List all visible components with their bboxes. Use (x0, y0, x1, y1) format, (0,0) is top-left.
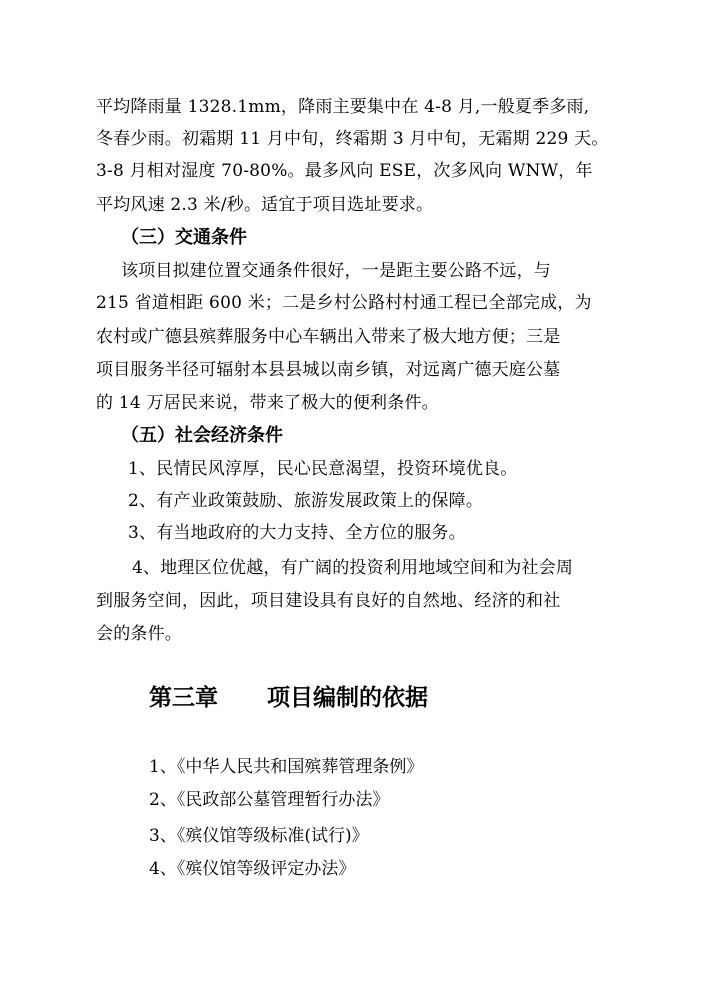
climate-line-3: 3-8 月相对湿度 70-80%。最多风向 ESE，次多风向 WNW，年 (96, 161, 593, 181)
traffic-line-2: 215 省道相距 600 米；二是乡村公路村村通工程已全部完成，为 (96, 293, 592, 313)
socio-item-4-cont-1: 到服务空间，因此，项目建设具有良好的自然地、经济的和社 (96, 591, 561, 611)
socio-item-1: 1、民情民风淳厚，民心民意渴望，投资环境优良。 (128, 459, 518, 479)
socio-item-2: 2、有产业政策鼓励、旅游发展政策上的保障。 (128, 491, 484, 511)
traffic-line-5: 的 14 万居民来说，带来了极大的便利条件。 (96, 393, 439, 413)
socio-item-4: 4、地理区位优越，有广阔的投资利用地域空间和为社会周 (132, 558, 574, 578)
socio-heading: （五）社会经济条件 (121, 425, 283, 446)
reference-item-2: 2、《民政部公墓管理暂行办法》 (149, 790, 390, 810)
socio-item-4-cont-2: 会的条件。 (96, 624, 182, 644)
chapter-number: 第三章 (149, 685, 218, 711)
traffic-line-1: 该项目拟建位置交通条件很好，一是距主要公路不远，与 (121, 261, 551, 281)
traffic-heading: （三）交通条件 (121, 227, 247, 248)
socio-item-3: 3、有当地政府的大力支持、全方位的服务。 (128, 523, 466, 543)
climate-line-4: 平均风速 2.3 米/秒。适宜于项目选址要求。 (96, 195, 434, 215)
traffic-line-4: 项目服务半径可辐射本县县城以南乡镇，对远离广德天庭公墓 (96, 360, 561, 380)
reference-item-3: 3、《殡仪馆等级标准(试行)》 (149, 826, 369, 846)
reference-item-4: 4、《殡仪馆等级评定办法》 (149, 859, 356, 879)
traffic-line-3: 农村或广德县殡葬服务中心车辆出入带来了极大地方便；三是 (96, 327, 561, 347)
chapter-heading (149, 683, 428, 713)
climate-line-2: 冬春少雨。初霜期 11 月中旬，终霜期 3 月中旬，无霜期 229 天。 (96, 129, 609, 149)
reference-item-1: 1、《中华人民共和国殡葬管理条例》 (149, 757, 424, 777)
chapter-title: 项目编制的依据 (267, 685, 428, 711)
climate-line-1: 平均降雨量 1328.1mm，降雨主要集中在 4-8 月,一般夏季多雨, (96, 97, 590, 117)
